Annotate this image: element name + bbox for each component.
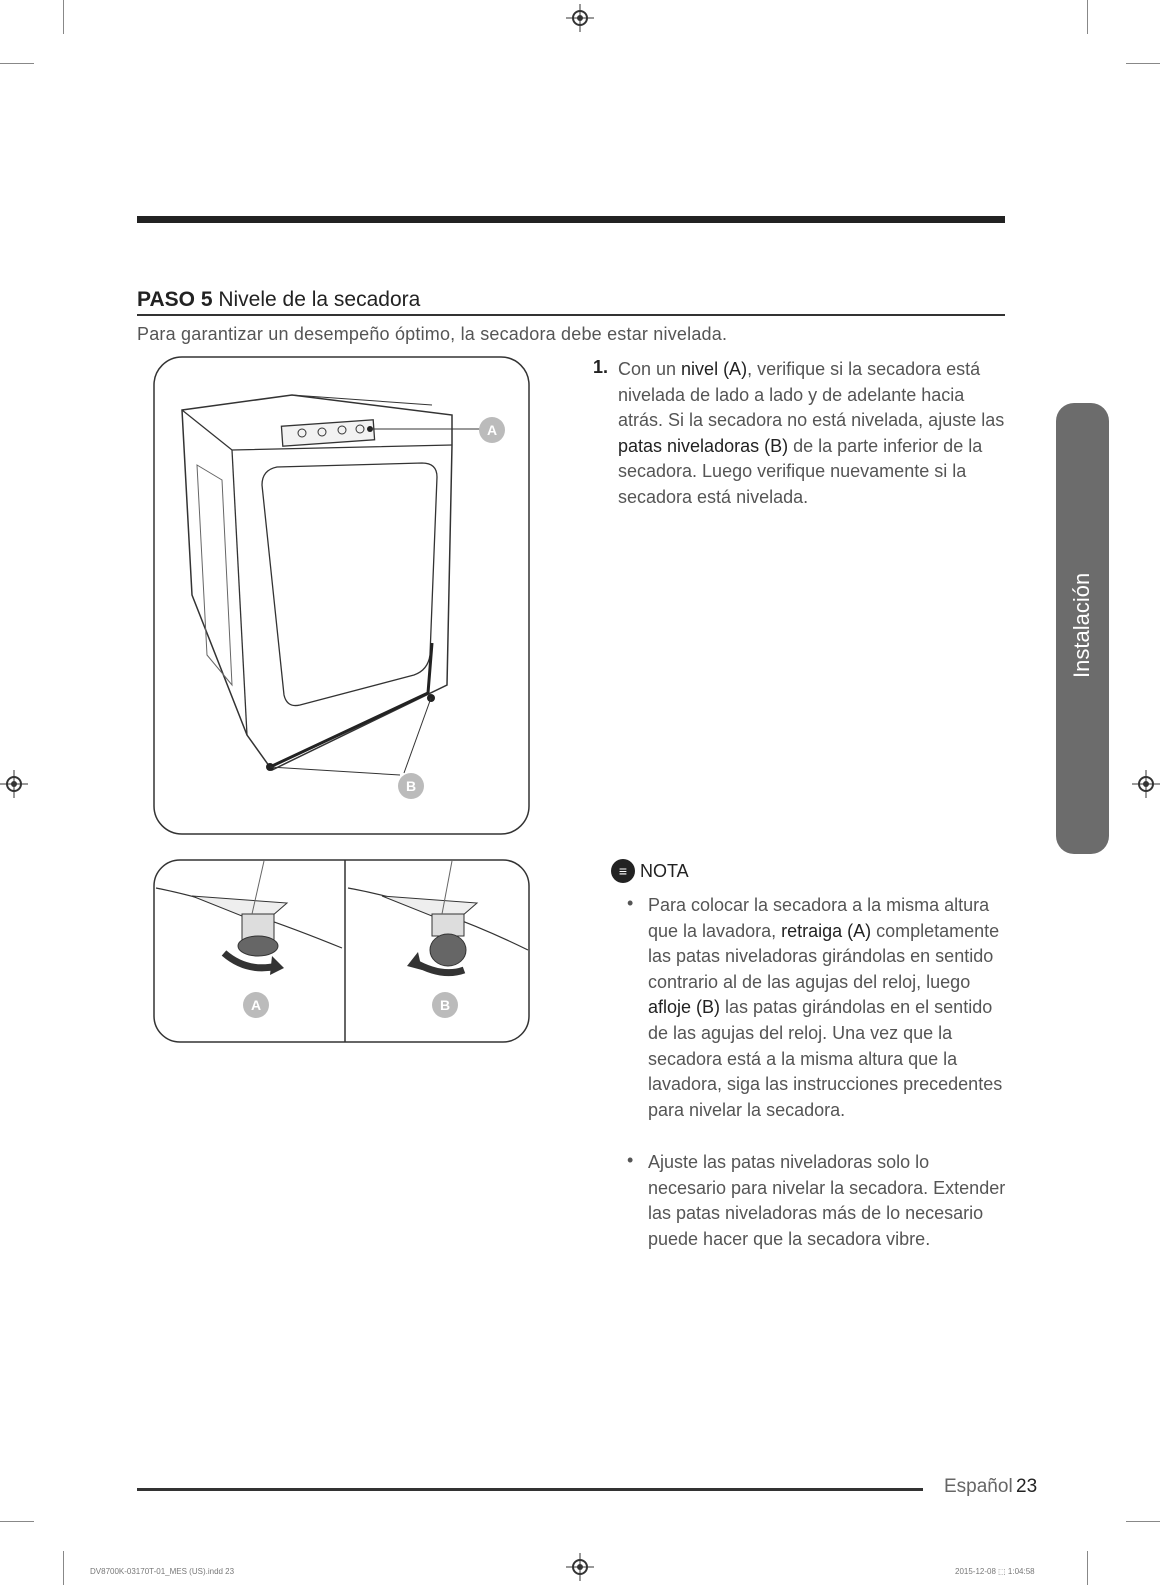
crop-mark [0, 63, 34, 64]
crop-mark [1126, 1521, 1160, 1522]
note-emphasis-retract: retraiga (A) [781, 920, 872, 941]
crop-mark [1087, 1551, 1088, 1585]
callout-a-label: A [479, 417, 505, 443]
leg-callout-b-label: B [432, 992, 458, 1018]
note-emphasis-loosen: afloje (B) [648, 997, 721, 1018]
crop-mark [63, 1551, 64, 1585]
intro-text: Para garantizar un desempeño óptimo, la secadora debe estar nivelada. [137, 324, 728, 344]
note-item-1 [648, 893, 1008, 1123]
note-item-part: las patas girándolas en el sentido de las agujas del reloj. Una vez que la secadora está a la misma altura que la lavadora, siga las instrucciones precedentes para nivelar la secadora. [648, 997, 1003, 1120]
step-1-emphasis-level: nivel (A) [681, 359, 748, 379]
note-title: NOTA [640, 861, 689, 881]
print-timestamp: 2015-12-08 ⬚ 1:04:58 [955, 1567, 1035, 1576]
crop-mark [63, 0, 64, 34]
side-tab-label: Instalación [1069, 572, 1094, 678]
note-bullet: • [627, 1150, 634, 1170]
crop-mark [1126, 63, 1160, 64]
step-1-part: de la parte inferior de la secadora. Luego verifique nuevamente si la secadora está nivelada. [618, 435, 983, 507]
top-rule [137, 216, 1005, 223]
registration-mark-icon [0, 770, 28, 798]
print-file-name: DV8700K-03170T-01_MES (US).indd 23 [90, 1567, 235, 1576]
heading-rule [137, 314, 1005, 316]
step-number: 5 [200, 288, 213, 311]
callout-b-label: B [398, 773, 424, 799]
dryer-illustration [152, 355, 532, 837]
step-1-emphasis-legs: patas niveladoras (B) [618, 435, 789, 456]
note-item-2 [648, 1150, 1008, 1252]
step-title: Nivele de la secadora [218, 288, 421, 311]
note-bullet: • [627, 893, 634, 913]
leg-callout-a-label: A [243, 992, 269, 1018]
step-heading [137, 288, 420, 312]
crop-mark [0, 1521, 34, 1522]
registration-mark-icon [566, 4, 594, 32]
footer-language: Español [944, 1476, 1013, 1497]
registration-mark-icon [566, 1553, 594, 1581]
note-item-part: Ajuste las patas niveladoras solo lo necesario para nivelar la secadora. Extender las patas niveladoras más de lo necesario puede hacer que la secadora vibre. [648, 1152, 1006, 1249]
step-number-1: 1. [593, 357, 609, 377]
crop-mark [1087, 0, 1088, 34]
note-icon: ≡ [611, 859, 635, 883]
step-1-part: Con un [618, 359, 682, 379]
footer-rule [137, 1488, 923, 1491]
note-item-part: Para colocar la secadora a la misma altura que la lavadora, [648, 895, 990, 941]
leveling-leg-illustration [152, 858, 532, 1045]
registration-mark-icon [1132, 770, 1160, 798]
step-label: PASO [137, 288, 195, 311]
note-item-part: completamente las patas niveladoras girándolas en sentido contrario al de las agujas del reloj, luego [648, 920, 1000, 992]
step-1-text [618, 357, 1008, 510]
step-1-part: , verifique si la secadora está nivelada de lado a lado y de adelante hacia atrás. Si la secadora no está nivelada, ajuste las [618, 359, 1005, 430]
page-number: 23 [1016, 1476, 1038, 1497]
